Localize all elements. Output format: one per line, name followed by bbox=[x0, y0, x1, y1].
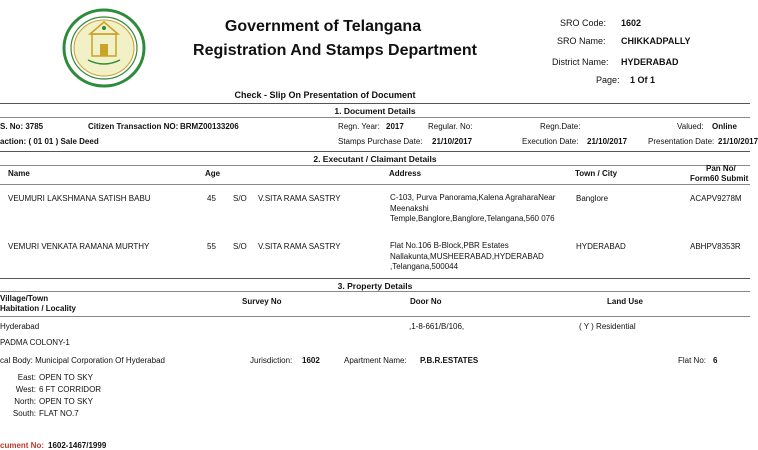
executant-pan: ABHPV8353R bbox=[690, 242, 741, 251]
flat-value: 6 bbox=[713, 356, 718, 365]
col-header-name: Name bbox=[8, 169, 30, 178]
jurisdiction-value: 1602 bbox=[302, 356, 320, 365]
apartment-value: P.B.R.ESTATES bbox=[420, 356, 479, 365]
regn-year-label: Regn. Year: bbox=[338, 122, 380, 131]
divider bbox=[0, 291, 750, 292]
col-header-town: Town / City bbox=[575, 169, 618, 178]
boundary-west-value: 6 FT CORRIDOR bbox=[39, 385, 102, 394]
executant-town: Banglore bbox=[576, 194, 609, 203]
boundary-east-value: OPEN TO SKY bbox=[39, 373, 93, 382]
col-header-land-use: Land Use bbox=[607, 297, 644, 306]
col-header-age: Age bbox=[205, 169, 221, 178]
apartment-label: Apartment Name: bbox=[344, 356, 407, 365]
section-title-property-details: 3. Property Details bbox=[337, 281, 413, 291]
col-header-address: Address bbox=[389, 169, 422, 178]
divider bbox=[0, 184, 750, 185]
col-header-survey: Survey No bbox=[242, 297, 282, 306]
jurisdiction-label: Jurisdiction: bbox=[250, 356, 293, 365]
executant-name: VEUMURI LAKSHMANA SATISH BABU bbox=[8, 194, 151, 203]
boundary-north-value: OPEN TO SKY bbox=[39, 397, 93, 406]
sro-name-label: SRO Name: bbox=[557, 36, 606, 46]
linked-document-label: cument No: bbox=[0, 441, 44, 450]
executant-address: C-103, Purva Panorama,Kalena AgraharaNear Meenakshi Temple,Banglore,Banglore,Telangana,560 076 bbox=[390, 193, 556, 223]
col-header-pan: Pan No/ bbox=[706, 164, 736, 173]
valued-value: Online bbox=[712, 122, 737, 131]
boundary-south-value: FLAT NO.7 bbox=[39, 409, 79, 418]
divider bbox=[0, 151, 750, 152]
executant-age: 45 bbox=[207, 194, 216, 203]
col-header-locality: Habitation / Locality bbox=[0, 304, 77, 313]
presentation-date-value: 21/10/2017 bbox=[718, 137, 758, 146]
boundary-south-label: South: bbox=[12, 409, 36, 418]
executant-relation: S/O bbox=[233, 194, 247, 203]
property-door-no: ,1-8-661/B/106, bbox=[409, 322, 465, 331]
header-title: Government of Telangana bbox=[224, 18, 422, 35]
property-locality: PADMA COLONY-1 bbox=[0, 338, 70, 347]
execution-date-label: Execution Date: bbox=[522, 137, 579, 146]
document-subtitle: Check - Slip On Presentation of Document bbox=[234, 90, 416, 100]
sro-name-value: CHIKKADPALLY bbox=[621, 36, 691, 46]
executant-pan: ACAPV9278M bbox=[690, 194, 742, 203]
boundary-west-label: West: bbox=[15, 385, 36, 394]
doc-serial-no: S. No: 3785 bbox=[0, 122, 44, 131]
col-header-form60: Form60 Submit bbox=[690, 174, 749, 183]
col-header-village: Village/Town bbox=[0, 294, 49, 303]
telangana-emblem-seal-icon bbox=[62, 8, 146, 88]
property-local-body: cal Body: Municipal Corporation Of Hyderabad bbox=[0, 356, 165, 365]
stamps-date-label: Stamps Purchase Date: bbox=[338, 137, 423, 146]
property-village: Hyderabad bbox=[0, 322, 40, 331]
sro-code-value: 1602 bbox=[621, 18, 642, 28]
stamps-date-value: 21/10/2017 bbox=[432, 137, 473, 146]
section-title-executant-details: 2. Executant / Claimant Details bbox=[313, 154, 437, 164]
property-land-use: ( Y ) Residential bbox=[579, 322, 636, 331]
executant-address: Flat No.106 B-Block,PBR Estates Nallakunta,MUSHEERABAD,HYDERABAD ,Telangana,500044 bbox=[390, 241, 544, 271]
citizen-transaction-label: Citizen Transaction NO: bbox=[88, 122, 179, 131]
executant-relation: S/O bbox=[233, 242, 247, 251]
transaction-type: action: ( 01 01 ) Sale Deed bbox=[0, 137, 99, 146]
divider bbox=[0, 165, 750, 166]
page-value: 1 Of 1 bbox=[630, 75, 656, 85]
divider bbox=[0, 278, 750, 279]
regn-date-label: Regn.Date: bbox=[540, 122, 581, 131]
execution-date-value: 21/10/2017 bbox=[587, 137, 628, 146]
divider bbox=[0, 316, 750, 317]
citizen-transaction-value: BRMZ00133206 bbox=[180, 122, 239, 131]
executant-town: HYDERABAD bbox=[576, 242, 626, 251]
regular-no-label: Regular. No: bbox=[428, 122, 473, 131]
page-label: Page: bbox=[596, 75, 620, 85]
executant-father: V.SITA RAMA SASTRY bbox=[258, 242, 341, 251]
executant-age: 55 bbox=[207, 242, 216, 251]
header-department: Registration And Stamps Department bbox=[193, 42, 477, 59]
executant-father: V.SITA RAMA SASTRY bbox=[258, 194, 341, 203]
col-header-door: Door No bbox=[410, 297, 442, 306]
executant-name: VEMURI VENKATA RAMANA MURTHY bbox=[8, 242, 150, 251]
divider bbox=[0, 117, 750, 118]
linked-document-value: 1602-1467/1999 bbox=[48, 441, 107, 450]
divider bbox=[0, 103, 750, 104]
regn-year-value: 2017 bbox=[386, 122, 404, 131]
district-value: HYDERABAD bbox=[621, 57, 679, 67]
boundary-east-label: East: bbox=[17, 373, 36, 382]
section-title-document-details: 1. Document Details bbox=[334, 106, 416, 116]
flat-label: Flat No: bbox=[678, 356, 707, 365]
boundary-north-label: North: bbox=[14, 397, 36, 406]
valued-label: Valued: bbox=[677, 122, 704, 131]
presentation-date-label: Presentation Date: bbox=[648, 137, 715, 146]
sro-code-label: SRO Code: bbox=[560, 18, 607, 28]
district-label: District Name: bbox=[552, 57, 609, 67]
